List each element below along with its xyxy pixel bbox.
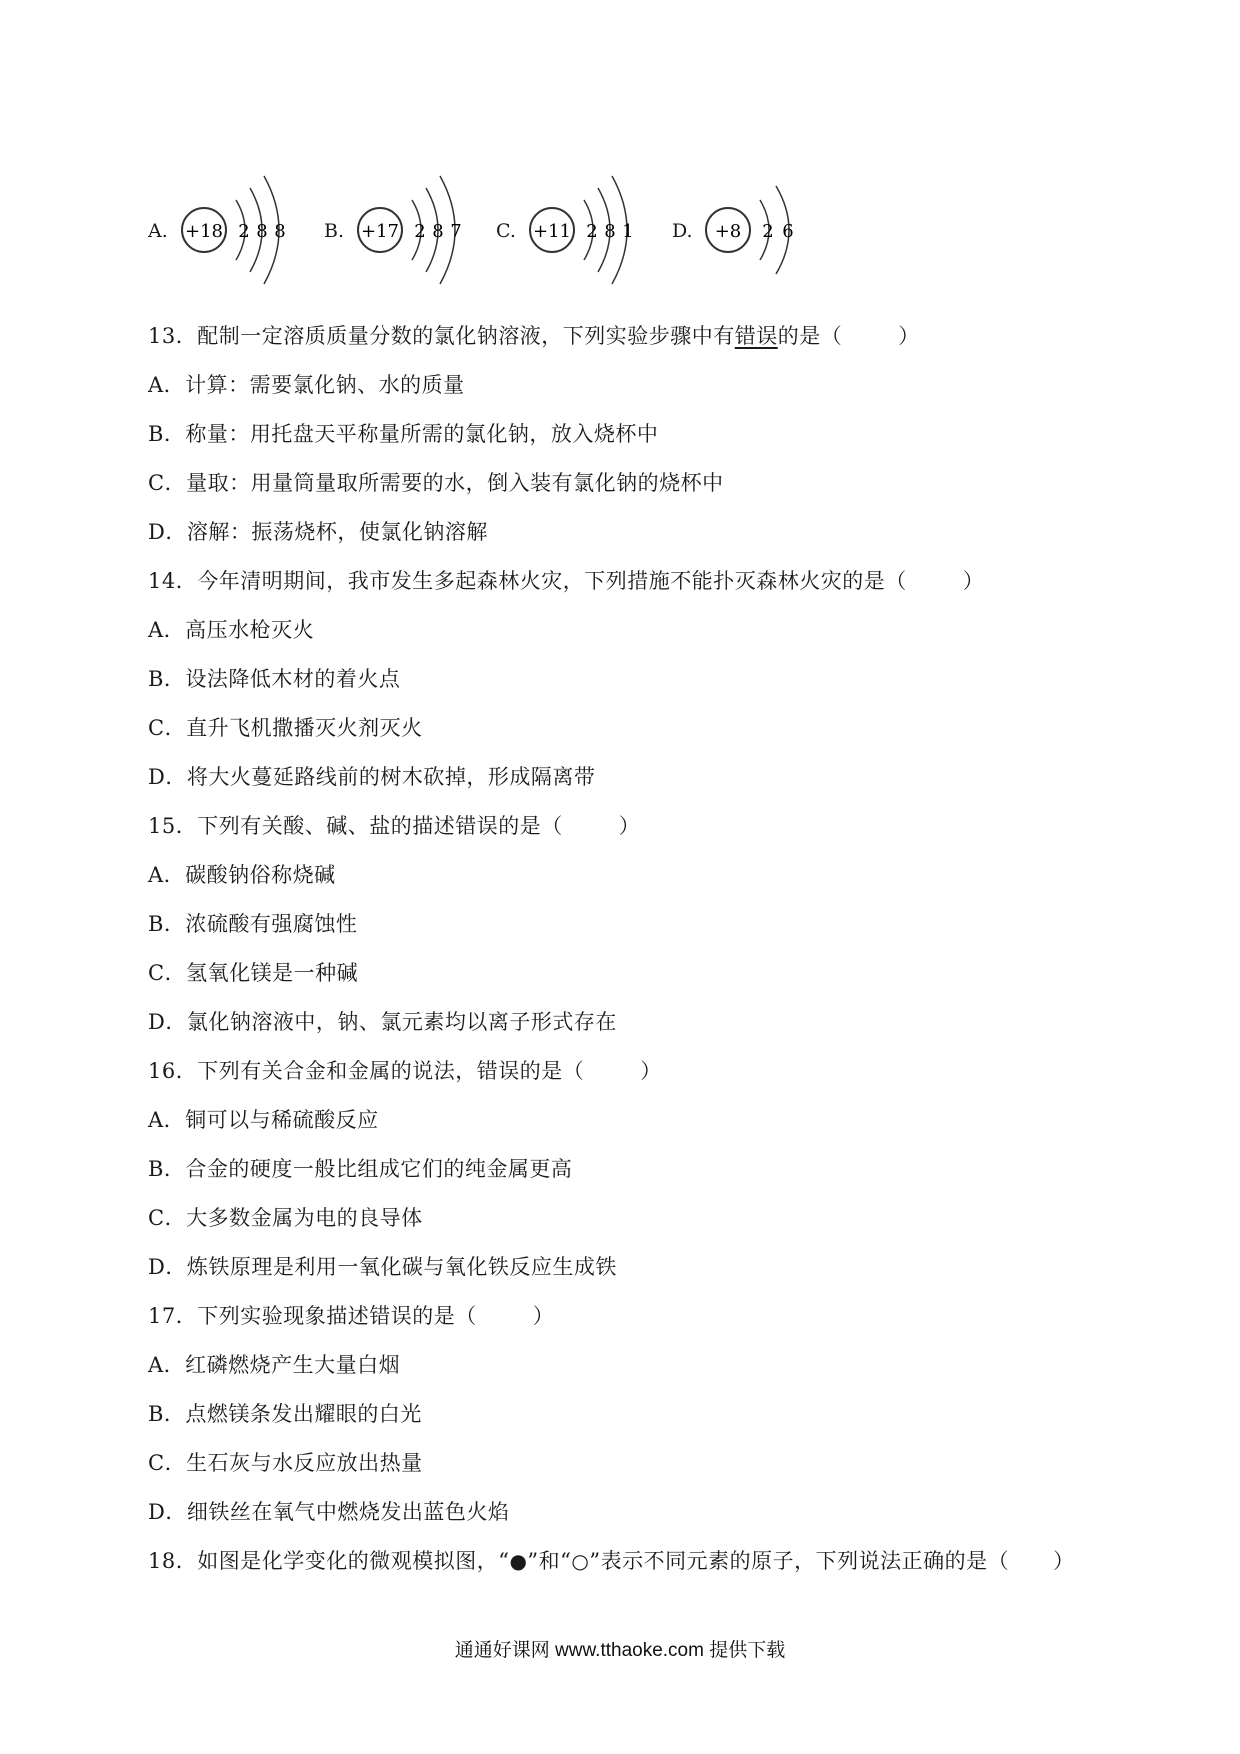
question-16-option-a: A．铜可以与稀硫酸反应 — [148, 1108, 379, 1132]
question-15-option-d: D．氯化钠溶液中，钠、氯元素均以离子形式存在 — [148, 1010, 617, 1034]
shell-electrons: 8 — [604, 221, 616, 242]
stem-close: ） — [532, 1304, 555, 1328]
stem-close: ） — [898, 324, 920, 348]
shell-electrons: 7 — [450, 221, 462, 242]
question-15-option-b: B．浓硫酸有强腐蚀性 — [148, 912, 358, 936]
question-14-option-d: D．将大火蔓延路线前的树木砍掉，形成隔离带 — [148, 765, 596, 789]
filled-atom-icon: ● — [509, 1549, 528, 1573]
question-14-stem — [148, 565, 984, 595]
option-letter: A. — [148, 220, 168, 242]
question-17-option-d: D．细铁丝在氧气中燃烧发出蓝色火焰 — [148, 1500, 510, 1524]
shell-electrons: 8 — [274, 221, 286, 242]
question-17-option-b: B．点燃镁条发出耀眼的白光 — [148, 1402, 422, 1426]
question-15-option-a: A．碳酸钠俗称烧碱 — [148, 863, 336, 887]
stem-text: 14．今年清明期间，我市发生多起森林火灾，下列措施不能扑灭森林火灾的是（ — [148, 569, 907, 593]
question-13-option-c: C．量取：用量筒量取所需要的水，倒入装有氯化钠的烧杯中 — [148, 471, 724, 495]
stem-close: ） — [640, 1059, 662, 1083]
question-16-option-d: D．炼铁原理是利用一氧化碳与氧化铁反应生成铁 — [148, 1255, 617, 1279]
question-16-option-c: C．大多数金属为电的良导体 — [148, 1206, 423, 1230]
question-17-option-a: A．红磷燃烧产生大量白烟 — [148, 1353, 401, 1377]
page-footer: 通通好课网 www.tthaoke.com 提供下载 — [454, 1640, 786, 1661]
question-17-option-c: C．生石灰与水反应放出热量 — [148, 1451, 423, 1475]
shell-electrons: 6 — [782, 221, 794, 242]
nucleus-charge: +8 — [714, 221, 742, 242]
nucleus-charge: +11 — [533, 221, 571, 242]
shell-electrons: 8 — [256, 221, 268, 242]
stem-text: 17．下列实验现象描述错误的是（ — [148, 1304, 477, 1328]
stem-text: 13．配制一定溶质质量分数的氯化钠溶液，下列实验步骤中有 — [148, 324, 735, 348]
stem-text: ”和“ — [527, 1549, 572, 1573]
stem-close: ） — [618, 814, 641, 838]
question-14-option-a: A．高压水枪灭火 — [148, 618, 315, 642]
question-15-stem — [148, 810, 640, 840]
atom-structure-diagram — [174, 150, 314, 300]
stem-text: 15．下列有关酸、碱、盐的描述错误的是（ — [148, 814, 563, 838]
option-letter: C. — [496, 220, 516, 242]
nucleus-charge: +18 — [185, 221, 223, 242]
stem-underlined: 错误 — [734, 324, 778, 348]
question-14-option-b: B．设法降低木材的着火点 — [148, 667, 401, 691]
question-13-option-b: B．称量：用托盘天平称量所需的氯化钠，放入烧杯中 — [148, 422, 659, 446]
question-13-stem — [148, 320, 920, 350]
question-17-stem — [148, 1300, 554, 1330]
question-13-option-a: A．计算：需要氯化钠、水的质量 — [148, 373, 465, 397]
stem-text: ”表示不同元素的原子，下列说法正确的是（ — [589, 1549, 1010, 1573]
stem-close: ） — [962, 569, 985, 593]
nucleus-charge: +17 — [361, 221, 399, 242]
atom-structure-diagram — [522, 150, 662, 300]
stem-close: ） — [1053, 1549, 1075, 1573]
stem-text: 的是（ — [777, 324, 843, 348]
shell-electrons: 2 — [238, 221, 250, 242]
stem-text: 16．下列有关合金和金属的说法，错误的是（ — [148, 1059, 585, 1083]
question-14-option-c: C．直升飞机撒播灭火剂灭火 — [148, 716, 423, 740]
question-16-option-b: B．合金的硬度一般比组成它们的纯金属更高 — [148, 1157, 573, 1181]
option-letter: D. — [672, 220, 693, 242]
atom-structure-diagram — [350, 150, 490, 300]
hollow-atom-icon: ○ — [571, 1549, 590, 1573]
atom-structure-diagram — [698, 150, 838, 300]
question-13-option-d: D．溶解：振荡烧杯，使氯化钠溶解 — [148, 520, 488, 544]
shell-electrons: 2 — [586, 221, 598, 242]
shell-electrons: 2 — [762, 221, 774, 242]
stem-text: 18．如图是化学变化的微观模拟图，“ — [148, 1549, 510, 1573]
option-letter: B. — [324, 220, 345, 242]
shell-electrons: 2 — [414, 221, 426, 242]
question-15-option-c: C．氢氧化镁是一种碱 — [148, 961, 359, 985]
atom-diagram-row — [148, 150, 848, 300]
question-16-stem — [148, 1055, 662, 1085]
question-18-stem — [148, 1545, 1075, 1575]
shell-electrons: 1 — [622, 221, 634, 242]
shell-electrons: 8 — [432, 221, 444, 242]
